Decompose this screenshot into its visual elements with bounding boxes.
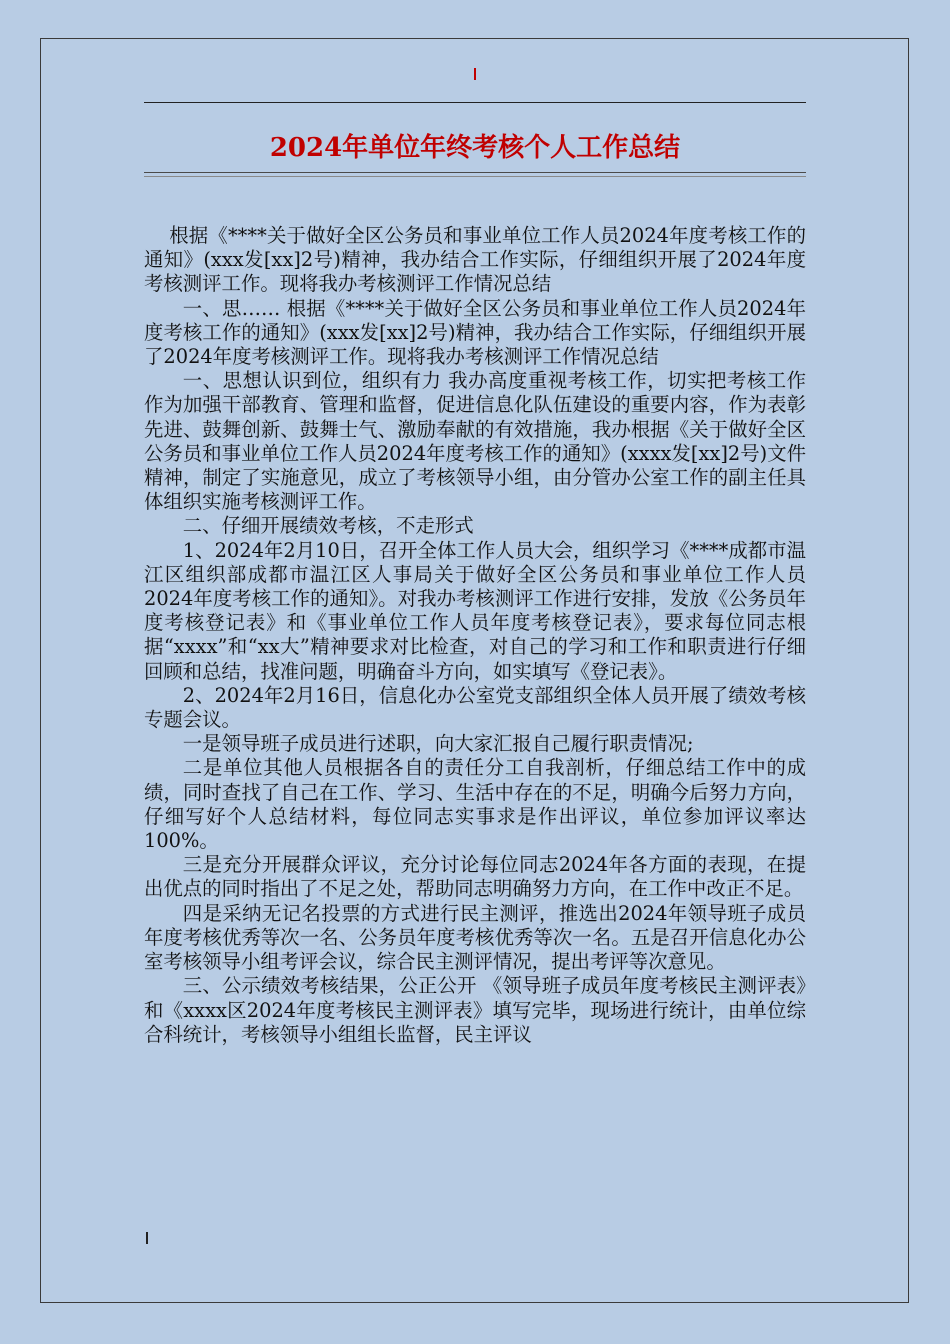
title-underline-thin xyxy=(144,176,806,177)
title-underline xyxy=(144,172,806,173)
paragraph: 根据《****关于做好全区公务员和事业单位工作人员2024年度考核工作的通知》(xxx发[xx]2号)精神，我办结合工作实际，仔细组织开展了2024年度考核测评工作。现将我办考核测评工作情况总结 xyxy=(144,224,806,296)
paragraph: 三是充分开展群众评议，充分讨论每位同志2024年各方面的表现，在提出优点的同时指出了不足之处，帮助同志明确努力方向，在工作中改正不足。 xyxy=(144,853,806,901)
footer-marker xyxy=(146,1232,148,1244)
paragraph: 一、思…… 根据《****关于做好全区公务员和事业单位工作人员2024年度考核工作的通知》(xxx发[xx]2号)精神，我办结合工作实际，仔细组织开展了2024年度考核测评工作。现将我办考核测评工作情况总结 xyxy=(144,296,806,369)
paragraph: 二是单位其他人员根据各自的责任分工自我剖析，仔细总结工作中的成绩，同时查找了自己在工作、学习、生活中存在的不足，明确今后努力方向，仔细写好个人总结材料，每位同志实事求是作出评议，单位参加评议率达100%。 xyxy=(144,756,806,853)
paragraph: 二、仔细开展绩效考核，不走形式 xyxy=(182,514,474,538)
paragraph: 1、2024年2月10日，召开全体工作人员大会，组织学习《****成都市温江区组织部成都市温江区人事局关于做好全区公务员和事业单位工作人员2024年度考核工作的通知》。对我办考核测评工作进行安排，发放《公务员年度考核登记表》和《事业单位工作人员年度考核登记表》，要求每位同志根据“xxxx”和“xx大”精神要求对比检查，对自己的学习和工作和职责进行仔细回顾和总结，找准问题，明确奋斗方向，如实填写《登记表》。 xyxy=(144,538,806,683)
document-title: 2024年单位年终考核个人工作总结 xyxy=(269,133,681,163)
paragraph: 2、2024年2月16日，信息化办公室党支部组织全体人员开展了绩效考核专题会议。 xyxy=(144,683,806,732)
header-marker xyxy=(474,68,476,80)
paragraph: 三、公示绩效考核结果，公正公开 《领导班子成员年度考核民主测评表》和《xxxx区2024年度考核民主测评表》填写完毕，现场进行统计，由单位综合科统计，考核领导小组组长监督，民主评议 xyxy=(144,974,806,1046)
paragraph: 一、思想认识到位，组织有力 我办高度重视考核工作，切实把考核工作作为加强干部教育、管理和监督，促进信息化队伍建设的重要内容，作为表彰先进、鼓舞创新、鼓舞士气、激励奉献的有效措施，我办根据《关于做好全区公务员和事业单位工作人员2024年度考核工作的通知》(xxxx发[xx]2号)文件精神，制定了实施意见，成立了考核领导小组，由分管办公室工作的副主任具体组织实施考核测评工作。 xyxy=(144,369,806,514)
paragraph: 一是领导班子成员进行述职，向大家汇报自己履行职责情况; xyxy=(182,732,694,756)
header-rule xyxy=(144,102,806,103)
paragraph: 四是采纳无记名投票的方式进行民主测评，推选出2024年领导班子成员年度考核优秀等次一名、公务员年度考核优秀等次一名。五是召开信息化办公室考核领导小组考评会议，综合民主测评情况，提出考评等次意见。 xyxy=(144,901,806,974)
document-body xyxy=(144,224,806,1204)
